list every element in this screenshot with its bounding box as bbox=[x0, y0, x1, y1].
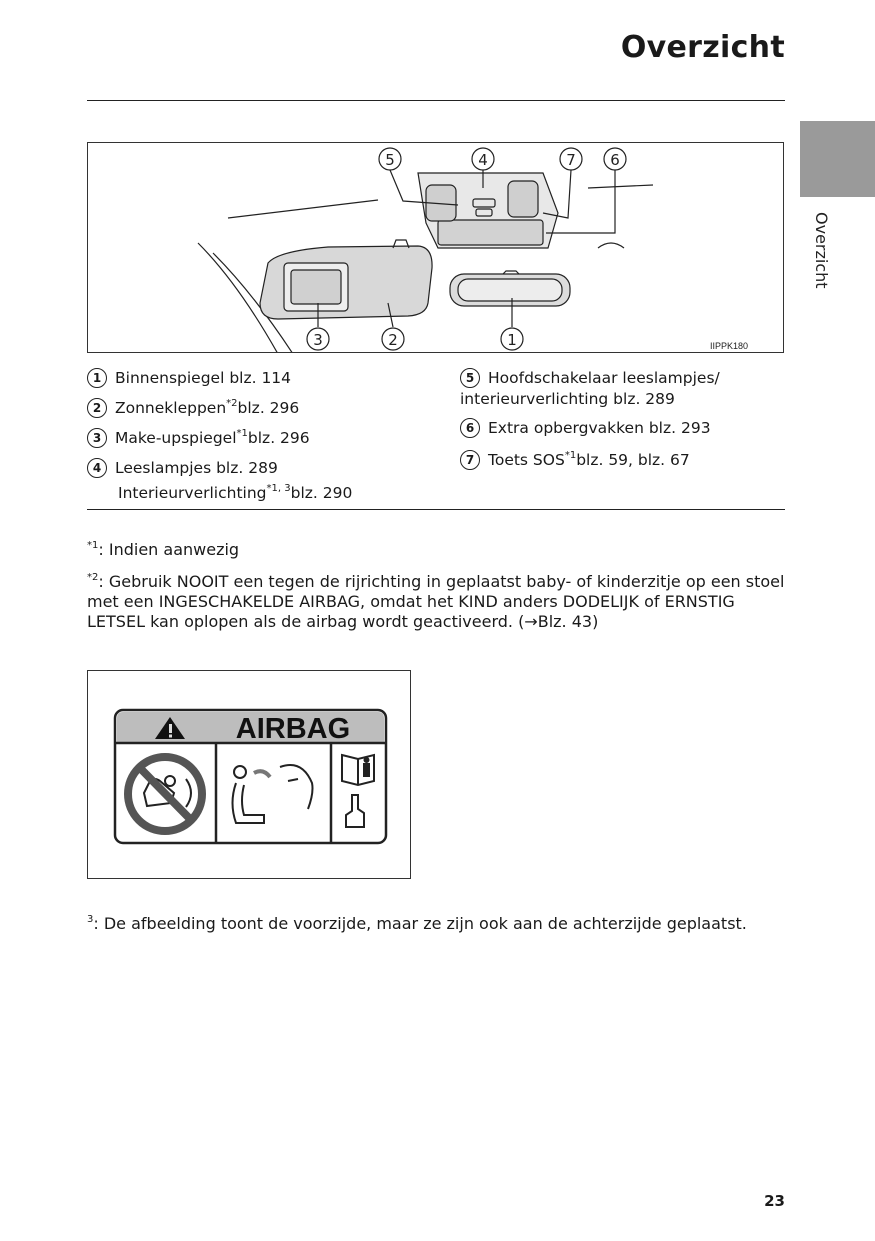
overhead-console-illustration bbox=[87, 142, 784, 353]
side-tab-label: Overzicht bbox=[812, 212, 831, 289]
items-right bbox=[460, 368, 785, 469]
footnote-text: : De afbeelding toont de voorzijde, maar ze zijn ook aan de achterzijde geplaatst. bbox=[93, 914, 747, 933]
item-text: Extra opbergvakken blz. 293 bbox=[488, 419, 711, 437]
item-text: Hoofdschakelaar leeslampjes/ bbox=[488, 369, 720, 387]
item-footnote-ref: *1, 3 bbox=[266, 483, 291, 494]
item-text-line2: Interieurverlichting bbox=[118, 484, 267, 502]
footnote-text: : Indien aanwezig bbox=[98, 540, 240, 559]
page-number: 23 bbox=[764, 1192, 785, 1210]
callout-4: 4 bbox=[478, 151, 488, 169]
item-page-ref: blz. 296 bbox=[237, 399, 300, 417]
airbag-label-svg bbox=[88, 671, 410, 878]
illustration-svg bbox=[88, 143, 784, 353]
callout-7: 7 bbox=[566, 151, 576, 169]
item-text: Binnenspiegel blz. 114 bbox=[115, 369, 292, 387]
footnote-3 bbox=[87, 914, 787, 934]
list-item bbox=[460, 450, 785, 470]
item-page-ref: blz. 296 bbox=[247, 429, 310, 447]
footnote-1 bbox=[87, 540, 787, 560]
list-item bbox=[87, 428, 457, 448]
section-tab bbox=[800, 121, 875, 197]
item-footnote-ref: *2 bbox=[226, 398, 238, 409]
item-footnote-ref: *1 bbox=[564, 450, 577, 461]
item-text: Zonnekleppen bbox=[115, 399, 227, 417]
item-number: 1 bbox=[87, 368, 107, 388]
figure-code: IIPPK180 bbox=[710, 341, 749, 351]
callout-1: 1 bbox=[507, 331, 517, 349]
item-text-line2: interieurverlichting blz. 289 bbox=[460, 390, 675, 408]
airbag-label-figure bbox=[87, 670, 411, 879]
footnote-marker: *1 bbox=[87, 540, 99, 551]
callout-5: 5 bbox=[385, 151, 395, 169]
item-text: Make-upspiegel bbox=[115, 429, 237, 447]
item-footnote-ref: *1 bbox=[236, 428, 248, 439]
callout-6: 6 bbox=[610, 151, 620, 169]
item-number: 3 bbox=[87, 428, 107, 448]
item-number: 5 bbox=[460, 368, 480, 388]
item-page-ref: blz. 59, blz. 67 bbox=[576, 451, 690, 469]
list-item bbox=[87, 368, 457, 388]
item-number: 6 bbox=[460, 418, 480, 438]
airbag-label-title: AIRBAG bbox=[235, 713, 351, 745]
item-page-ref: blz. 290 bbox=[290, 484, 353, 502]
header-divider bbox=[87, 100, 785, 101]
item-number: 7 bbox=[460, 450, 480, 470]
list-item bbox=[460, 418, 785, 438]
footnote-text: : Gebruik NOOIT een tegen de rijrichting in geplaatst baby- of kinderzitje op een stoel met een INGESCHAKELDE AIRBAG, omdat het KIND anders DODELIJK of ERNSTIG LETSEL kan oplopen als de airbag wordt geactiveerd. (→Blz. 43) bbox=[87, 572, 785, 631]
list-divider bbox=[87, 509, 785, 510]
list-item bbox=[87, 458, 457, 503]
footnote-2 bbox=[87, 572, 787, 632]
list-item bbox=[87, 398, 457, 418]
items-left bbox=[87, 368, 457, 502]
footnote-marker: *2 bbox=[87, 572, 99, 583]
list-item bbox=[460, 368, 785, 409]
item-text: Toets SOS bbox=[488, 451, 565, 469]
footnote-marker: 3 bbox=[87, 914, 94, 925]
item-number: 2 bbox=[87, 398, 107, 418]
page-title: Overzicht bbox=[620, 30, 785, 65]
callout-2: 2 bbox=[388, 331, 398, 349]
callout-3: 3 bbox=[313, 331, 323, 349]
item-text: Leeslampjes blz. 289 bbox=[115, 459, 278, 477]
item-number: 4 bbox=[87, 458, 107, 478]
